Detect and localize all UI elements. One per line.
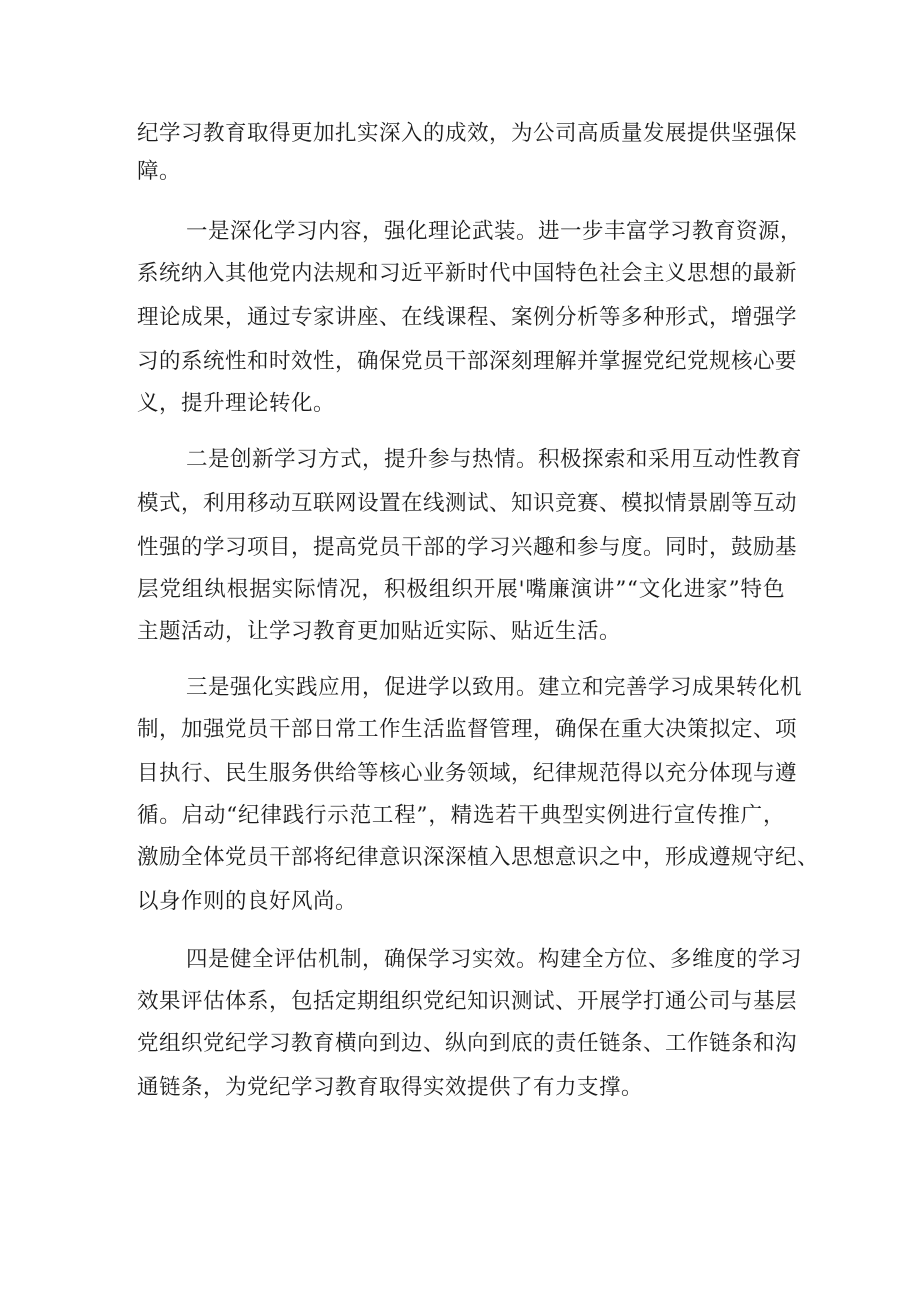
body-text-line: 循。启动“纪律践行示范工程”，精选若干典型实例进行宣传推广，	[137, 803, 785, 828]
body-text-line: 激励全体党员干部将纪律意识深深植入思想意识之中，形成遵规守纪、	[137, 845, 820, 870]
body-text-line: 义，提升理论转化。	[137, 391, 336, 416]
body-text-line: 二是创新学习方式，提升参与热情。积极探索和采用互动性教育	[186, 447, 803, 472]
body-text-line: 目执行、民生服务供给等核心业务领域，纪律规范得以充分体现与遵	[137, 761, 798, 786]
body-text-line: 主题活动，让学习教育更加贴近实际、贴近生活。	[137, 619, 622, 644]
body-text-line: 层党组纨根据实际情况，积极组织开展'嘴廉演讲”“文化进家”特色	[137, 577, 785, 602]
body-text-line: 效果评估体系，包括定期组织党纪知识测试、开展学打通公司与基层	[137, 989, 798, 1014]
body-text-line: 三是强化实践应用，促进学以致用。建立和完善学习成果转化机	[186, 675, 803, 700]
body-text-line: 四是健全评估机制，确保学习实效。构建全方位、多维度的学习	[186, 947, 803, 972]
body-text-line: 制，加强党员干部日常工作生活监督管理，确保在重大决策拟定、项	[137, 717, 798, 742]
body-text-line: 模式，利用移动互联网设置在线测试、知识竞赛、模拟情景剧等互动	[137, 491, 798, 516]
body-text-line: 以身作则的良好风尚。	[137, 889, 358, 914]
body-text-line: 障。	[137, 159, 182, 184]
body-text-line: 党组织党纪学习教育横向到边、纵向到底的责任链条、工作链条和沟	[137, 1031, 798, 1056]
body-text-line: 通链条，为党纪学习教育取得实效提供了有力支撑。	[137, 1075, 644, 1100]
body-text-line: 理论成果，通过专家讲座、在线课程、案例分析等多种形式，增强学	[137, 305, 798, 330]
body-text-line: 系统纳入其他党内法规和习近平新时代中国特色社会主义思想的最新	[137, 261, 798, 286]
body-text-line: 习的系统性和时效性，确保党员干部深刻理解并掌握党纪党规核心要	[137, 349, 798, 374]
body-text-line: 纪学习教育取得更加扎实深入的成效，为公司高质量发展提供坚强保	[137, 121, 798, 146]
body-text-line: 性强的学习项目，提高党员干部的学习兴趣和参与度。同时，鼓励基	[137, 535, 798, 560]
body-text-line: 一是深化学习内容，强化理论武装。进一步丰富学习教育资源，	[186, 219, 803, 244]
